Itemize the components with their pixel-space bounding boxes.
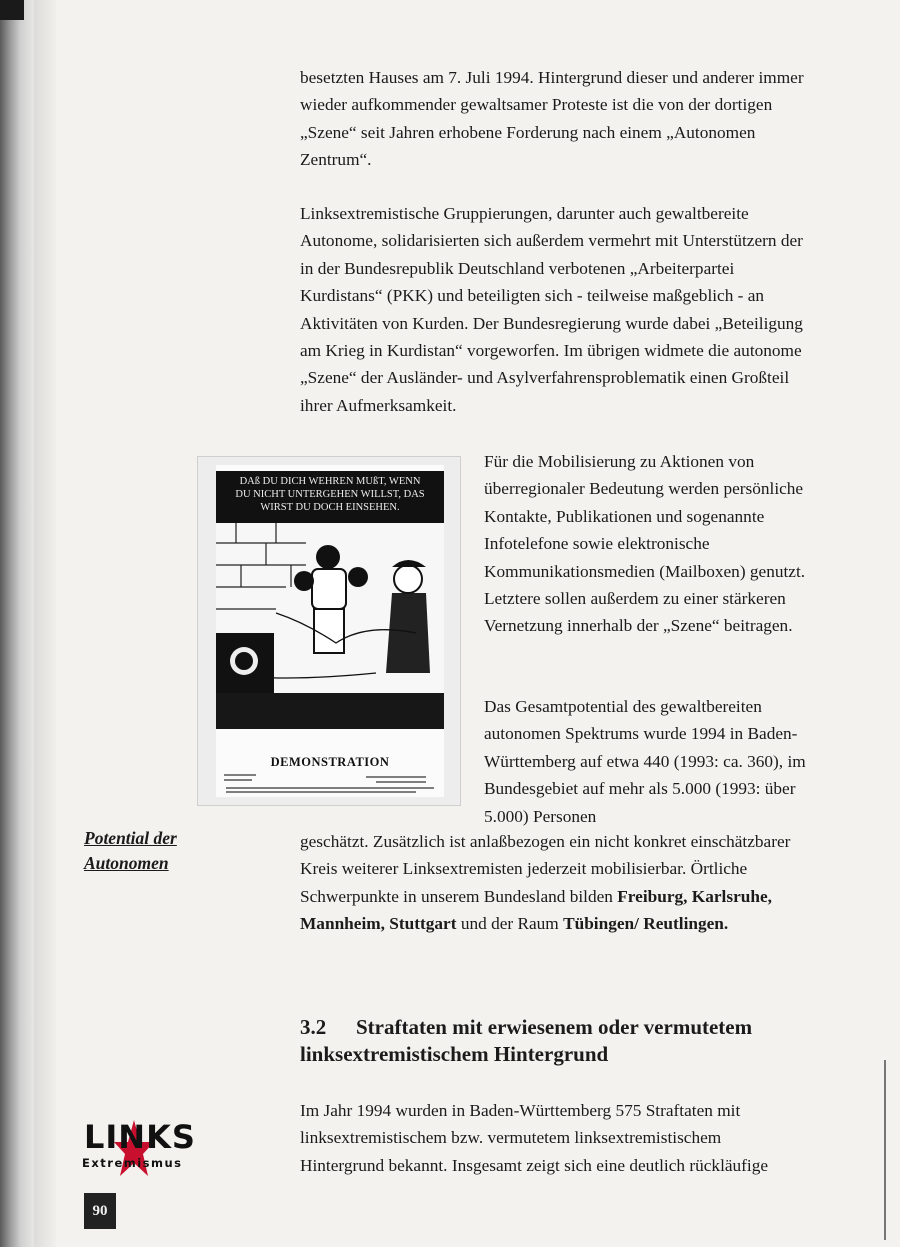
section-title-line-2: linksextremistischem Hintergrund: [300, 1042, 609, 1066]
poster-sheet: [216, 465, 444, 797]
links-extremismus-logo: [80, 1118, 196, 1180]
paragraph-5-mid: und der Raum: [456, 914, 564, 934]
page-gutter: [34, 0, 56, 1247]
paragraph-6: Im Jahr 1994 wurden in Baden-Württemberg 575 Straftaten mit linksextremistischem bzw. vermutetem linksextremistischem Hintergrund bekannt. Insgesamt zeigt sich eine deutlich rückläufige: [300, 1101, 769, 1175]
paragraph-1: besetzten Hauses am 7. Juli 1994. Hintergrund dieser und anderer immer wieder aufkommender gewaltsamer Proteste ist die von der dortigen „Szene“ seit Jahren erhobene Forderung nach einem „Autonomen Zentrum“.: [300, 68, 804, 170]
paragraph-5-cities: Freiburg, Karlsruhe, Mannheim, Stuttgart: [300, 886, 772, 934]
section-number: 3.2: [300, 1015, 327, 1039]
logo-subtitle: Extremismus: [82, 1156, 183, 1170]
paragraph-5-lead: geschätzt. Zusätzlich ist anlaßbezogen ein nicht konkret einschätzbarer Kreis weiterer Linksextremisten jederzeit mobilisierbar. Örtliche Schwerpunkte in unserem Bundesland bilden: [300, 832, 791, 906]
poster-demonstration-label: DEMONSTRATION: [270, 755, 390, 769]
paragraph-4: Das Gesamtpotential des gewaltbereiten autonomen Spektrums wurde 1994 in Baden-Württemberg auf etwa 440 (1993: ca. 360), im Bundesgebiet auf mehr als 5.000 (1993: über 5.000) Personen: [484, 697, 806, 826]
scan-corner: [0, 0, 24, 20]
demonstration-poster-image: [197, 456, 461, 806]
book-binding-shadow: [0, 0, 34, 1247]
poster-footer-lines: [216, 771, 444, 795]
poster-banner-line-2: DU NICHT UNTERGEHEN WILLST, DAS: [235, 489, 425, 500]
paragraph-5: [300, 828, 820, 938]
paragraph-3: Für die Mobilisierung zu Aktionen von überregionaler Bedeutung werden persönliche Kontakte, Publikationen und sogenannte Infotelefone sowie elektronische Kommunikationsmedien (Mailboxen) genutzt. Letztere sollen außerdem zu einer stärkeren Vernetzung innerhalb der „Szene“ beitragen.: [484, 452, 806, 636]
poster-illustration: [216, 523, 444, 693]
page-edge-shadow: [884, 1060, 886, 1240]
poster-text-block: [216, 693, 444, 729]
paragraph-5-region: Tübingen/ Reutlingen.: [563, 914, 729, 934]
margin-note: [84, 826, 224, 876]
poster-banner: [216, 471, 444, 525]
page-number: 90: [84, 1193, 116, 1229]
margin-note-line-1: Potential der: [84, 828, 177, 848]
logo-wordmark: LINKS: [84, 1118, 196, 1156]
poster-banner-line-3: WIRST DU DOCH EINSEHEN.: [260, 502, 400, 513]
poster-banner-line-1: DAß DU DICH WEHREN MUßT, WENN: [239, 476, 421, 487]
section-heading: [300, 1014, 820, 1068]
margin-note-line-2: Autonomen: [84, 853, 169, 873]
paragraph-2: Linksextremistische Gruppierungen, darunter auch gewaltbereite Autonome, solidarisierten sich außerdem vermehrt mit Unterstützern der in der Bundesrepublik Deutschland verbotenen „Arbeiterpartei Kurdistans“ (PKK) und beteiligten sich - teilweise maßgeblich - an Aktivitäten von Kurden. Der Bundesregierung wurde dabei „Beteiligung am Krieg in Kurdistan“ vorgeworfen. Im übrigen widmete die autonome „Szene“ der Ausländer- und Asylverfahrensproblematik einen Großteil ihrer Aufmerksamkeit.: [300, 204, 803, 415]
section-title-line-1: Straftaten mit erwiesenem oder vermutetem: [356, 1015, 753, 1039]
